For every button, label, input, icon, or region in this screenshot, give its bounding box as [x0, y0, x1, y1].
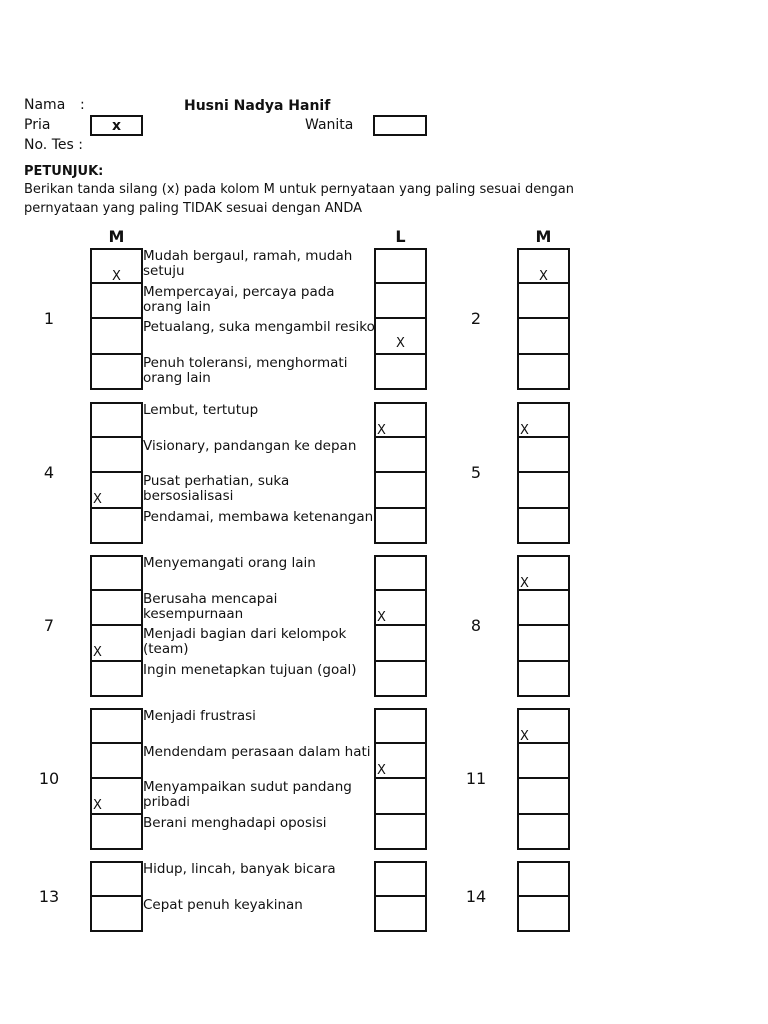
statement-text: Menjadi frustrasi: [143, 708, 256, 724]
answer-cell-m2[interactable]: [517, 248, 570, 284]
statement-text: Menjadi bagian dari kelompok (team): [143, 626, 347, 657]
wanita-label: Wanita: [305, 117, 354, 133]
answer-cell-m[interactable]: [90, 555, 143, 591]
answer-cell-l[interactable]: [374, 353, 427, 391]
statement-text: Pendamai, membawa ketenangan: [143, 508, 374, 525]
answer-cell-m[interactable]: [90, 353, 143, 391]
statement-text: Pusat perhatian, suka bersosialisasi: [143, 473, 290, 504]
cross-mark: X: [539, 269, 548, 284]
answer-cell-l[interactable]: [374, 471, 427, 509]
cross-mark: X: [93, 492, 102, 507]
answer-cell-l[interactable]: [374, 282, 427, 320]
statement-text: Berani menghadapi oposisi: [143, 814, 327, 831]
answer-cell-l[interactable]: [374, 248, 427, 284]
answer-cell-m[interactable]: [90, 861, 143, 897]
group-next-number: 11: [465, 769, 487, 788]
statement-text: Mempercayai, percaya pada orang lain: [143, 283, 335, 315]
cross-mark: X: [377, 609, 386, 625]
answer-cell-l[interactable]: [374, 317, 427, 355]
answer-cell-m2[interactable]: [517, 507, 570, 545]
answer-cell-m[interactable]: [90, 742, 143, 780]
cross-mark: X: [396, 336, 405, 351]
cross-mark: X: [520, 423, 529, 438]
answer-cell-m[interactable]: [90, 282, 143, 320]
answer-cell-m[interactable]: [90, 660, 143, 698]
column-header-m2: M: [535, 227, 552, 246]
answer-cell-l[interactable]: [374, 895, 427, 933]
instructions-line-1: Berikan tanda silang (x) pada kolom M untuk pernyataan yang paling sesuai dengan: [24, 182, 574, 197]
column-header-l: L: [395, 227, 406, 246]
answer-cell-m[interactable]: [90, 624, 143, 662]
answer-cell-m2[interactable]: [517, 624, 570, 662]
cross-mark: X: [377, 762, 386, 778]
answer-cell-m2[interactable]: [517, 660, 570, 698]
group-number: 1: [43, 309, 55, 328]
answer-cell-m2[interactable]: [517, 861, 570, 897]
answer-cell-m[interactable]: [90, 436, 143, 474]
group-next-number: 8: [470, 616, 482, 635]
statement-text: Hidup, lincah, banyak bicara: [143, 861, 336, 877]
answer-cell-m[interactable]: [90, 777, 143, 815]
answer-cell-m2[interactable]: [517, 402, 570, 438]
answer-cell-l[interactable]: [374, 861, 427, 897]
statement-text: Ingin menetapkan tujuan (goal): [143, 661, 357, 678]
answer-cell-m[interactable]: [90, 402, 143, 438]
answer-cell-m[interactable]: [90, 813, 143, 851]
answer-cell-m2[interactable]: [517, 895, 570, 933]
pria-label: Pria: [24, 117, 51, 133]
answer-cell-l[interactable]: [374, 813, 427, 851]
answer-cell-m[interactable]: [90, 708, 143, 744]
answer-cell-m2[interactable]: [517, 708, 570, 744]
answer-cell-m2[interactable]: [517, 282, 570, 320]
nama-colon: :: [80, 97, 85, 113]
wanita-checkbox[interactable]: [373, 115, 427, 136]
answer-cell-l[interactable]: [374, 708, 427, 744]
answer-cell-m[interactable]: [90, 895, 143, 933]
cross-mark: X: [520, 576, 529, 591]
instructions-line-2: pernyataan yang paling TIDAK sesuai dengan ANDA: [24, 201, 362, 216]
answer-cell-m2[interactable]: [517, 555, 570, 591]
group-number: 13: [38, 886, 60, 906]
statement-text: Mendendam perasaan dalam hati: [143, 743, 371, 760]
cross-mark: X: [377, 423, 386, 438]
answer-cell-l[interactable]: [374, 742, 427, 780]
nama-label: Nama: [24, 97, 66, 113]
group-number: 4: [43, 463, 55, 482]
pria-checkbox[interactable]: [90, 115, 143, 136]
answer-cell-l[interactable]: [374, 660, 427, 698]
answer-cell-m[interactable]: [90, 471, 143, 509]
statement-text: Penuh toleransi, menghormati orang lain: [143, 354, 348, 386]
answer-cell-m2[interactable]: [517, 813, 570, 851]
group-next-number: 14: [465, 886, 487, 906]
statement-text: Berusaha mencapai kesempurnaan: [143, 590, 278, 622]
statement-text: Petualang, suka mengambil resiko: [143, 319, 375, 335]
answer-cell-m2[interactable]: [517, 742, 570, 780]
statement-text: Menyampaikan sudut pandang pribadi: [143, 779, 352, 810]
answer-cell-m2[interactable]: [517, 353, 570, 391]
group-next-number: 2: [470, 309, 482, 328]
answer-cell-l[interactable]: [374, 436, 427, 474]
group-number: 7: [43, 616, 55, 635]
answer-cell-m[interactable]: [90, 248, 143, 284]
statement-text: Visionary, pandangan ke depan: [143, 437, 357, 454]
statement-text: Mudah bergaul, ramah, mudah setuju: [143, 248, 353, 279]
answer-cell-l[interactable]: [374, 507, 427, 545]
instructions-title: PETUNJUK:: [24, 164, 104, 179]
cross-mark: X: [93, 645, 102, 660]
answer-cell-l[interactable]: [374, 589, 427, 627]
answer-cell-m[interactable]: [90, 589, 143, 627]
answer-cell-m2[interactable]: [517, 317, 570, 355]
group-next-number: 5: [470, 463, 482, 482]
answer-cell-l[interactable]: [374, 624, 427, 662]
statement-text: Cepat penuh keyakinan: [143, 896, 303, 913]
answer-cell-m2[interactable]: [517, 777, 570, 815]
answer-cell-m2[interactable]: [517, 436, 570, 474]
group-number: 10: [38, 769, 60, 788]
answer-cell-m[interactable]: [90, 317, 143, 355]
answer-cell-m2[interactable]: [517, 471, 570, 509]
answer-cell-l[interactable]: [374, 402, 427, 438]
statement-text: Menyemangati orang lain: [143, 555, 316, 571]
statement-text: Lembut, tertutup: [143, 402, 259, 418]
cross-mark: X: [93, 798, 102, 813]
answer-cell-l[interactable]: [374, 555, 427, 591]
pria-mark: x: [111, 118, 122, 134]
nama-value: Husni Nadya Hanif: [184, 98, 331, 114]
column-header-m: M: [108, 227, 125, 246]
answer-cell-l[interactable]: [374, 777, 427, 815]
no-tes-label: No. Tes :: [24, 137, 83, 153]
cross-mark: X: [520, 729, 529, 744]
answer-cell-m2[interactable]: [517, 589, 570, 627]
cross-mark: X: [112, 269, 121, 284]
answer-cell-m[interactable]: [90, 507, 143, 545]
